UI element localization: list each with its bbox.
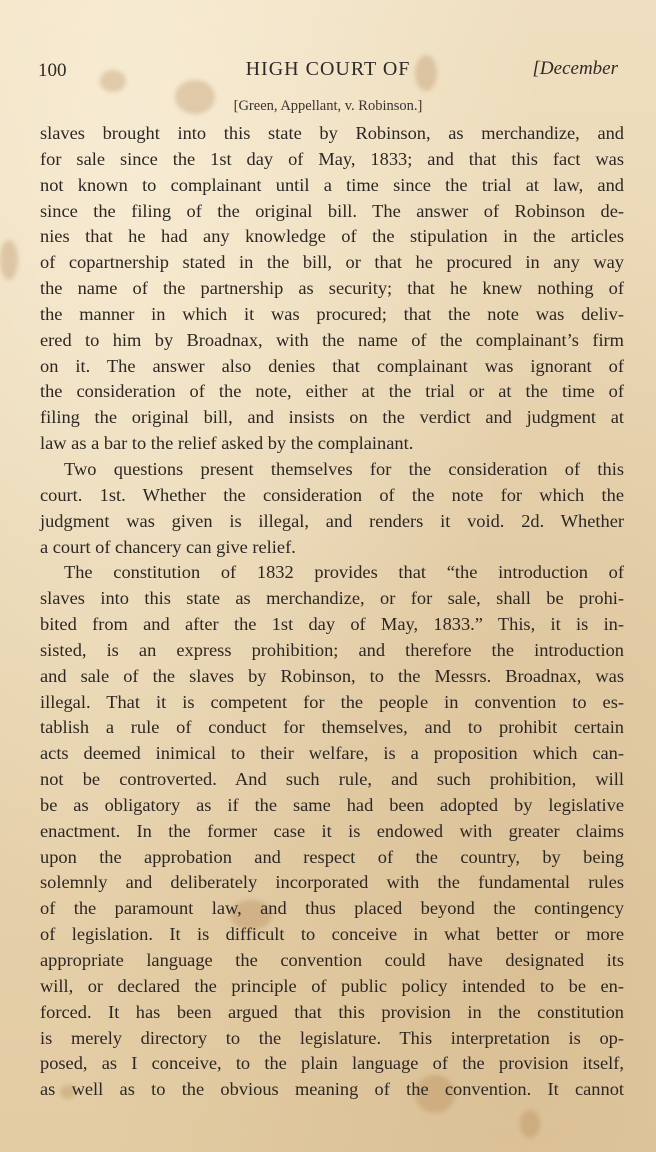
text-line: is merely directory to the legislature. This interpretation is op- — [40, 1027, 624, 1048]
foxing-stain — [0, 240, 18, 280]
text-line: of legislation. It is difficult to conceive in what better or more — [40, 924, 624, 945]
text-line: tablish a rule of conduct for themselves, and to prohibit certain — [40, 717, 624, 738]
text-line: appropriate language the convention could have designated its — [40, 950, 624, 970]
text-line: not known to complainant until a time since the trial at law, and — [40, 174, 624, 195]
text-line: be as obligatory as if the same had been adopted by legislative — [40, 794, 624, 815]
text-line: posed, as I conceive, to the plain language of the provision itself, — [40, 1053, 624, 1074]
case-caption: [Green, Appellant, v. Robinson.] — [233, 98, 423, 114]
text-line: forced. It has been argued that this provision in the constitution — [40, 1001, 624, 1022]
text-line: bited from and after the 1st day of May, 1833.” This, it is in- — [40, 614, 624, 635]
page-header — [38, 58, 618, 84]
text-line: illegal. That it is competent for the people in convention to es- — [40, 691, 624, 712]
text-line: nies that he had any knowledge of the stipulation in the articles — [40, 226, 624, 247]
text-line: not be controverted. And such rule, and such prohibition, will — [40, 769, 624, 790]
foxing-stain — [520, 1110, 540, 1138]
text-line: law as a bar to the relief asked by the complainant. — [40, 433, 414, 454]
running-head: HIGH COURT OF — [245, 58, 411, 80]
text-line: for sale since the 1st day of May, 1833; and that this fact was — [40, 148, 624, 169]
paragraph-start-line: Two questions present themselves for the consideration of this — [64, 458, 624, 479]
text-line: slaves into this state as merchandize, or for sale, shall be prohi- — [40, 588, 624, 609]
text-line: of copartnership stated in the bill, or that he procured in any way — [40, 252, 624, 273]
text-line: the manner in which it was procured; that the note was deliv- — [40, 303, 624, 324]
text-line: judgment was given is illegal, and renders it void. 2d. Whether — [40, 510, 624, 531]
running-date: [December — [532, 58, 618, 79]
text-line: the consideration of the note, either at the trial or at the time of — [40, 381, 624, 402]
text-line: sisted, is an express prohibition; and therefore the introduction — [40, 639, 624, 660]
text-line: slaves brought into this state by Robinson, as merchandize, and — [40, 123, 624, 143]
text-line: the name of the partnership as security; that he knew nothing of — [40, 278, 624, 299]
text-line: solemnly and deliberately incorporated with the fundamental rules — [40, 872, 624, 893]
text-line: a court of chancery can give relief. — [40, 536, 296, 557]
body-text — [40, 121, 624, 1103]
text-line: and sale of the slaves by Robinson, to the Messrs. Broadnax, was — [40, 665, 624, 686]
page-number: 100 — [38, 60, 67, 81]
text-line: as well as to the obvious meaning of the convention. It cannot — [40, 1079, 624, 1100]
text-line: since the filing of the original bill. The answer of Robinson de- — [40, 200, 624, 221]
text-line: court. 1st. Whether the consideration of the note for which the — [40, 484, 624, 505]
text-line: filing the original bill, and insists on the verdict and judgment at — [40, 407, 624, 428]
text-line: enactment. In the former case it is endowed with greater claims — [40, 820, 624, 841]
paragraph-start-line: The constitution of 1832 provides that “the introduction of — [64, 562, 624, 583]
text-line: on it. The answer also denies that complainant was ignorant of — [40, 355, 624, 376]
text-line: ered to him by Broadnax, with the name of the complainant’s firm — [40, 329, 624, 350]
text-line: upon the approbation and respect of the country, by being — [40, 846, 624, 867]
text-line: of the paramount law, and thus placed beyond the contingency — [40, 898, 624, 919]
text-line: acts deemed inimical to their welfare, is a proposition which can- — [40, 743, 624, 764]
text-line: will, or declared the principle of public policy intended to be en- — [40, 975, 624, 996]
